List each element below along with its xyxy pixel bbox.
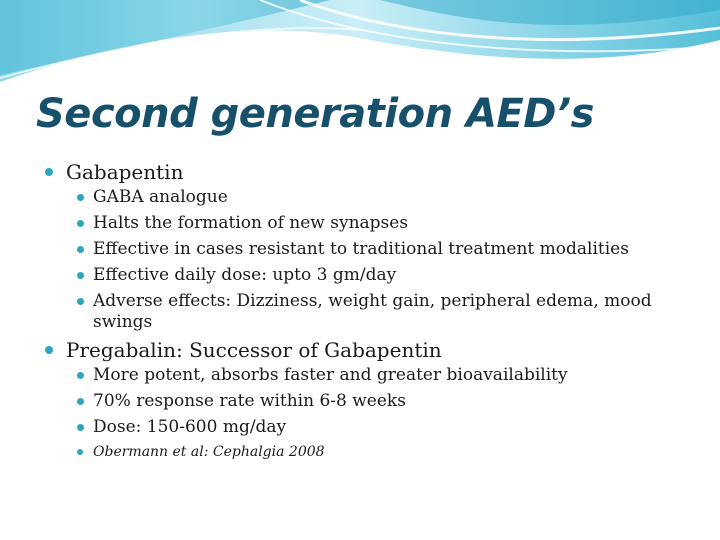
header-wave-decoration: [0, 0, 720, 90]
sub-bullet-item: [66, 417, 684, 438]
bullet-dot-icon: [77, 246, 84, 253]
bullet-dot-icon: [77, 298, 84, 305]
sub-bullet-text: More potent, absorbs faster and greater bioavailability: [93, 365, 568, 385]
bullet-list: [44, 160, 684, 461]
bullet-dot-icon: [77, 424, 84, 431]
sub-bullet-text: Halts the formation of new synapses: [93, 213, 409, 233]
sub-bullet-text: Effective daily dose: upto 3 gm/day: [93, 265, 397, 285]
bullet-dot-icon: [77, 372, 84, 379]
bullet-text: Gabapentin: [66, 160, 184, 184]
sub-bullet-text: 70% response rate within 6-8 weeks: [93, 391, 406, 411]
bullet-item-pregabalin: [44, 338, 684, 461]
sub-bullet-item: [66, 265, 684, 286]
sub-bullet-item: [66, 291, 684, 333]
bullet-dot-icon: [45, 346, 53, 354]
slide-body: [44, 160, 684, 466]
citation-item: [66, 443, 684, 461]
sub-bullet-list: [66, 187, 684, 333]
bullet-dot-icon: [77, 449, 83, 455]
sub-bullet-text: Effective in cases resistant to traditional treatment modalities: [93, 239, 629, 259]
sub-bullet-item: [66, 365, 684, 386]
citation-text: Obermann et al: Cephalgia 2008: [93, 444, 325, 460]
slide-title: Second generation AEDʼs: [36, 91, 594, 137]
sub-bullet-item: [66, 187, 684, 208]
sub-bullet-list: [66, 365, 684, 461]
bullet-item-gabapentin: [44, 160, 684, 333]
bullet-dot-icon: [77, 398, 84, 405]
sub-bullet-text: Dose: 150-600 mg/day: [93, 417, 287, 437]
sub-bullet-text: Adverse effects: Dizziness, weight gain, peripheral edema, mood swings: [93, 291, 652, 332]
bullet-dot-icon: [45, 168, 53, 176]
sub-bullet-item: [66, 391, 684, 412]
bullet-dot-icon: [77, 194, 84, 201]
sub-bullet-text: GABA analogue: [93, 187, 228, 207]
bullet-text: Pregabalin: Successor of Gabapentin: [66, 338, 442, 362]
bullet-dot-icon: [77, 272, 84, 279]
bullet-dot-icon: [77, 220, 84, 227]
sub-bullet-item: [66, 213, 684, 234]
sub-bullet-item: [66, 239, 684, 260]
